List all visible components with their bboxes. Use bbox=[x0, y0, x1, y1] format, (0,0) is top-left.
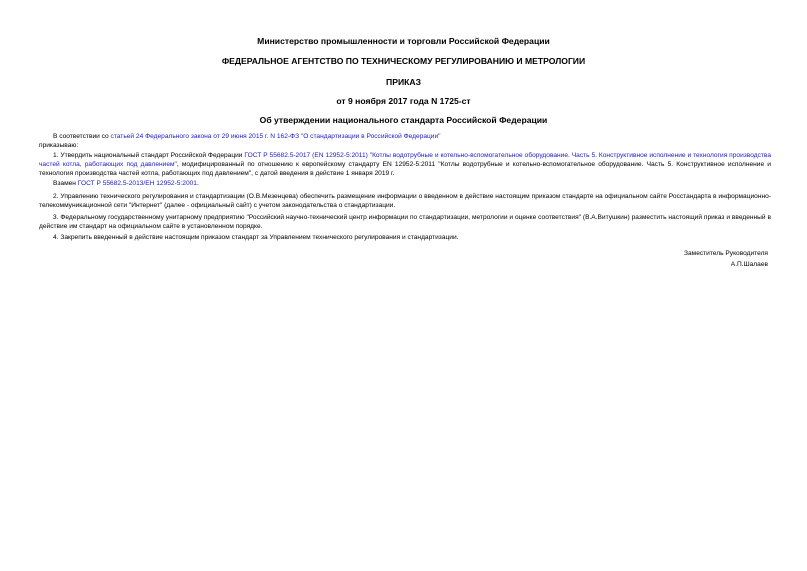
ministry-title: Министерство промышленности и торговли Российской Федерации bbox=[257, 36, 550, 46]
item-1-text: 1. Утвердить национальный стандарт Российской Федерации bbox=[53, 152, 245, 159]
item-4-paragraph: 4. Закрепить введенный в действие настоящим приказом стандарт за Управлением технического регулирования и стандартизации. bbox=[53, 234, 459, 241]
replacement-paragraph bbox=[39, 179, 771, 188]
signatory-position: Заместитель Руководителя bbox=[684, 250, 768, 257]
replacement-end: . bbox=[196, 180, 199, 187]
document-date-number: от 9 ноября 2017 года N 1725-ст bbox=[336, 96, 471, 106]
order-word: приказываю: bbox=[39, 142, 79, 149]
gost-55682-5-2013-link[interactable]: ГОСТ Р 55682.5-2013/EH 12952-5:2001 bbox=[77, 180, 197, 187]
item-3-paragraph: 3. Федеральному государственному унитарному предприятию "Российский научно-технический центр информации по стандартизации, метрологии и оценке соответствия" (В.А.Витушкин) разместить настоящий приказ и введенный в действие им стандарт на официальном сайте в установленном порядке. bbox=[39, 214, 771, 230]
item-1-continuation: , модифицированный по отношению к европейскому стандарту EN 12952-5:2011 "Котлы водотрубные и котельно-вспомогательное оборудование. Часть 5. Конструктивное исполнение и технология производства частей котла, работающих под давлением", с датой введения в действие 1 января 2019 г. bbox=[39, 161, 771, 177]
item-2-paragraph: 2. Управлению технического регулирования и стандартизации (О.В.Мезенцева) обеспечить размещение информации о введенном в действие настоящим приказом стандарте на официальном сайте Росстандарта в информационно-телекоммуникационной сети "Интернет" (далее - официальный сайт) с учетом законодательства о стандартизации. bbox=[39, 193, 771, 209]
preamble-paragraph bbox=[39, 132, 771, 141]
preamble-text: В соответствии со bbox=[53, 133, 111, 140]
document-type: ПРИКАЗ bbox=[386, 77, 421, 87]
document-body bbox=[39, 132, 771, 242]
agency-title: ФЕДЕРАЛЬНОЕ АГЕНТСТВО ПО ТЕХНИЧЕСКОМУ РЕГУЛИРОВАНИЮ И МЕТРОЛОГИИ bbox=[221, 56, 586, 66]
federal-law-link[interactable]: статьей 24 Федерального закона от 29 июня 2015 г. N 162-ФЗ "О стандартизации в Российской Федерации" bbox=[110, 133, 441, 140]
document-subject: Об утверждении национального стандарта Российской Федерации bbox=[259, 115, 548, 125]
gost-55682-5-2017-link[interactable]: ГОСТ Р 55682.5-2017 (EN 12952-5:2011) "Котлы водотрубные и котельно-вспомогательное оборудование. Часть 5. Конструктивное исполнение и технология производства частей котла, работающих под давлением" bbox=[39, 152, 771, 168]
item-1-paragraph bbox=[39, 151, 771, 178]
replacement-text: Взамен bbox=[53, 180, 78, 187]
signatory-name: А.П.Шалаев bbox=[730, 261, 768, 268]
